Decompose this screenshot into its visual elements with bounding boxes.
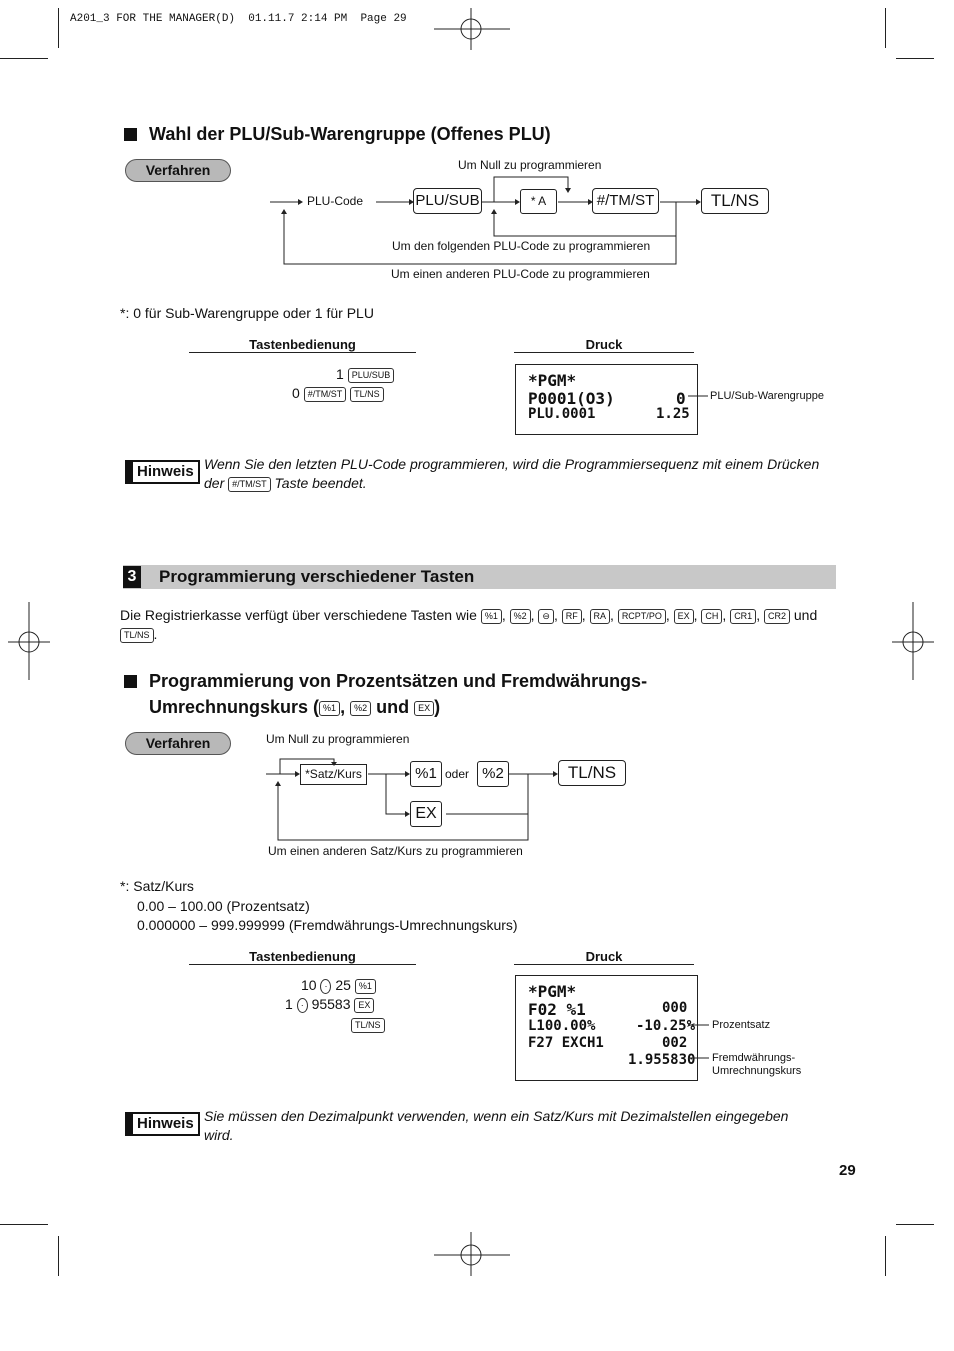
ex-key: EX bbox=[410, 801, 442, 827]
hint-badge: Hinweis bbox=[125, 1112, 200, 1136]
tl-ns-key: TL/NS bbox=[701, 188, 769, 214]
section-title-text: Wahl der PLU/Sub-Warengruppe (Offenes PLU) bbox=[149, 124, 551, 144]
footnote: 0.000000 – 999.999999 (Fremdwährungs-Umrechnungskurs) bbox=[137, 917, 518, 933]
column-header-print: Druck bbox=[514, 337, 694, 353]
receipt-line: *PGM* bbox=[528, 982, 577, 1001]
footnote: *: 0 für Sub-Warengruppe oder 1 für PLU bbox=[120, 305, 374, 321]
loop-label: Um einen anderen PLU-Code zu programmieren bbox=[391, 267, 650, 281]
tl-ns-key: TL/NS bbox=[351, 1018, 385, 1033]
loop-label: Um einen anderen Satz/Kurs zu programmieren bbox=[268, 844, 523, 858]
hint-text-part: Taste beendet. bbox=[274, 475, 367, 491]
tm-st-key: #/TM/ST bbox=[592, 188, 659, 214]
receipt-line: P0001(O3) bbox=[528, 389, 615, 408]
ex-key: EX bbox=[354, 998, 374, 1013]
procedure-badge: Verfahren bbox=[125, 732, 231, 755]
rate-input-box: *Satz/Kurs bbox=[300, 764, 367, 785]
plu-sub-key: PLU/SUB bbox=[348, 368, 395, 383]
subsection-title-line2: Umrechnungskurs ( bbox=[149, 697, 320, 717]
percent1-key: %1 bbox=[410, 761, 442, 787]
tl-ns-key: TL/NS bbox=[120, 628, 154, 643]
footnote: 0.00 – 100.00 (Prozentsatz) bbox=[137, 898, 310, 914]
plu-sub-key: PLU/SUB bbox=[413, 188, 482, 214]
hint-text-line2: wird. bbox=[204, 1127, 234, 1143]
diagram-note: Um Null zu programmieren bbox=[458, 158, 602, 172]
callout-label: Umrechnungskurs bbox=[712, 1065, 802, 1077]
key-op-number: 10 bbox=[301, 977, 317, 993]
diagram-label: PLU-Code bbox=[307, 194, 364, 208]
procedure-badge: Verfahren bbox=[125, 159, 231, 182]
ex-key: EX bbox=[674, 609, 694, 624]
page-number: 29 bbox=[839, 1162, 856, 1179]
receipt-line: L100.00% bbox=[528, 1018, 596, 1034]
key-op-number: 1 bbox=[285, 996, 293, 1012]
key-op-number: 0 bbox=[292, 385, 300, 401]
percent2-key: %2 bbox=[510, 609, 531, 624]
diagram-note: Um Null zu programmieren bbox=[266, 732, 410, 746]
hint-text: Sie müssen den Dezimalpunkt verwenden, wenn ein Satz/Kurs mit Dezimalstellen eingegeben bbox=[204, 1108, 789, 1124]
receipt-value: 000 bbox=[662, 1000, 688, 1016]
receipt-line: F27 EXCH1 bbox=[528, 1035, 604, 1051]
intro-text: Die Registrierkasse verfügt über verschiedene Tasten wie bbox=[120, 607, 477, 623]
callout-label: PLU/Sub-Warengruppe bbox=[710, 390, 824, 402]
subsection-and: und bbox=[376, 697, 410, 717]
receipt-value: 002 bbox=[662, 1035, 688, 1051]
diagram-oder: oder bbox=[445, 767, 470, 781]
column-header-keys: Tastenbedienung bbox=[189, 337, 416, 353]
key-op-number: 25 bbox=[335, 977, 351, 993]
print-header: A201_3 FOR THE MANAGER(D) 01.11.7 2:14 PM Page 29 bbox=[70, 13, 407, 25]
tl-ns-key: TL/NS bbox=[558, 760, 626, 786]
tm-st-key: #/TM/ST bbox=[228, 477, 271, 492]
decimal-point-key: · bbox=[297, 998, 308, 1013]
receipt-value: 1.955830 bbox=[628, 1052, 696, 1068]
cr2-key: CR2 bbox=[764, 609, 790, 624]
subsection-close: ) bbox=[434, 697, 441, 717]
footnote: *: Satz/Kurs bbox=[120, 878, 194, 894]
key-op-number: 1 bbox=[336, 366, 344, 382]
intro-and: und bbox=[793, 607, 818, 623]
callout-label: Fremdwährungs- bbox=[712, 1052, 796, 1064]
ch-key: CH bbox=[701, 609, 722, 624]
ra-key: RA bbox=[590, 609, 611, 624]
section-title-text: Programmierung verschiedener Tasten bbox=[159, 567, 475, 586]
intro-paragraph: Die Registrierkasse verfügt über verschiedene Tasten wie %1 , %2 , ⊖ , RF , RA , RCPT/PO , EX , CH , CR1 , CR2 und TL/NS . bbox=[120, 607, 818, 642]
rf-key: RF bbox=[562, 609, 582, 624]
hint-text: Wenn Sie den letzten PLU-Code programmieren, wird die Programmiersequenz mit einem Drücken bbox=[204, 456, 820, 472]
percent2-key: %2 bbox=[350, 701, 371, 716]
hint-badge: Hinweis bbox=[125, 460, 200, 484]
subsection-title: Programmierung von Prozentsätzen und Fremdwährungs- Umrechnungskurs ( %1 , %2 und EX ) bbox=[124, 668, 647, 720]
receipt-value: 1.25 bbox=[656, 406, 690, 422]
percent1-key: %1 bbox=[481, 609, 502, 624]
ex-key: EX bbox=[414, 701, 434, 716]
receipt-line: F02 %1 bbox=[528, 1000, 586, 1019]
minus-key: ⊖ bbox=[538, 609, 554, 624]
percent2-key: %2 bbox=[477, 761, 509, 787]
a-key: * A bbox=[520, 189, 557, 214]
loop-label: Um den folgenden PLU-Code zu programmieren bbox=[392, 239, 651, 253]
rcpt-po-key: RCPT/PO bbox=[618, 609, 666, 624]
tm-st-key: #/TM/ST bbox=[304, 387, 347, 402]
receipt-value: -10.25% bbox=[636, 1018, 696, 1034]
hint-text-part: der bbox=[204, 475, 225, 491]
percent1-key: %1 bbox=[355, 979, 376, 994]
column-header-print: Druck bbox=[514, 949, 694, 965]
receipt-value: 0 bbox=[676, 389, 686, 408]
receipt-line: PLU.0001 bbox=[528, 406, 596, 422]
key-op-number: 95583 bbox=[311, 996, 351, 1012]
decimal-point-key: · bbox=[320, 979, 331, 994]
callout-label: Prozentsatz bbox=[712, 1019, 771, 1031]
receipt-line: *PGM* bbox=[528, 371, 577, 390]
tl-ns-key: TL/NS bbox=[350, 387, 384, 402]
percent1-key: %1 bbox=[319, 701, 340, 716]
subsection-title-line1: Programmierung von Prozentsätzen und Fremdwährungs- bbox=[149, 671, 648, 691]
column-header-keys: Tastenbedienung bbox=[189, 949, 416, 965]
section-number: 3 bbox=[123, 566, 141, 588]
cr1-key: CR1 bbox=[730, 609, 756, 624]
